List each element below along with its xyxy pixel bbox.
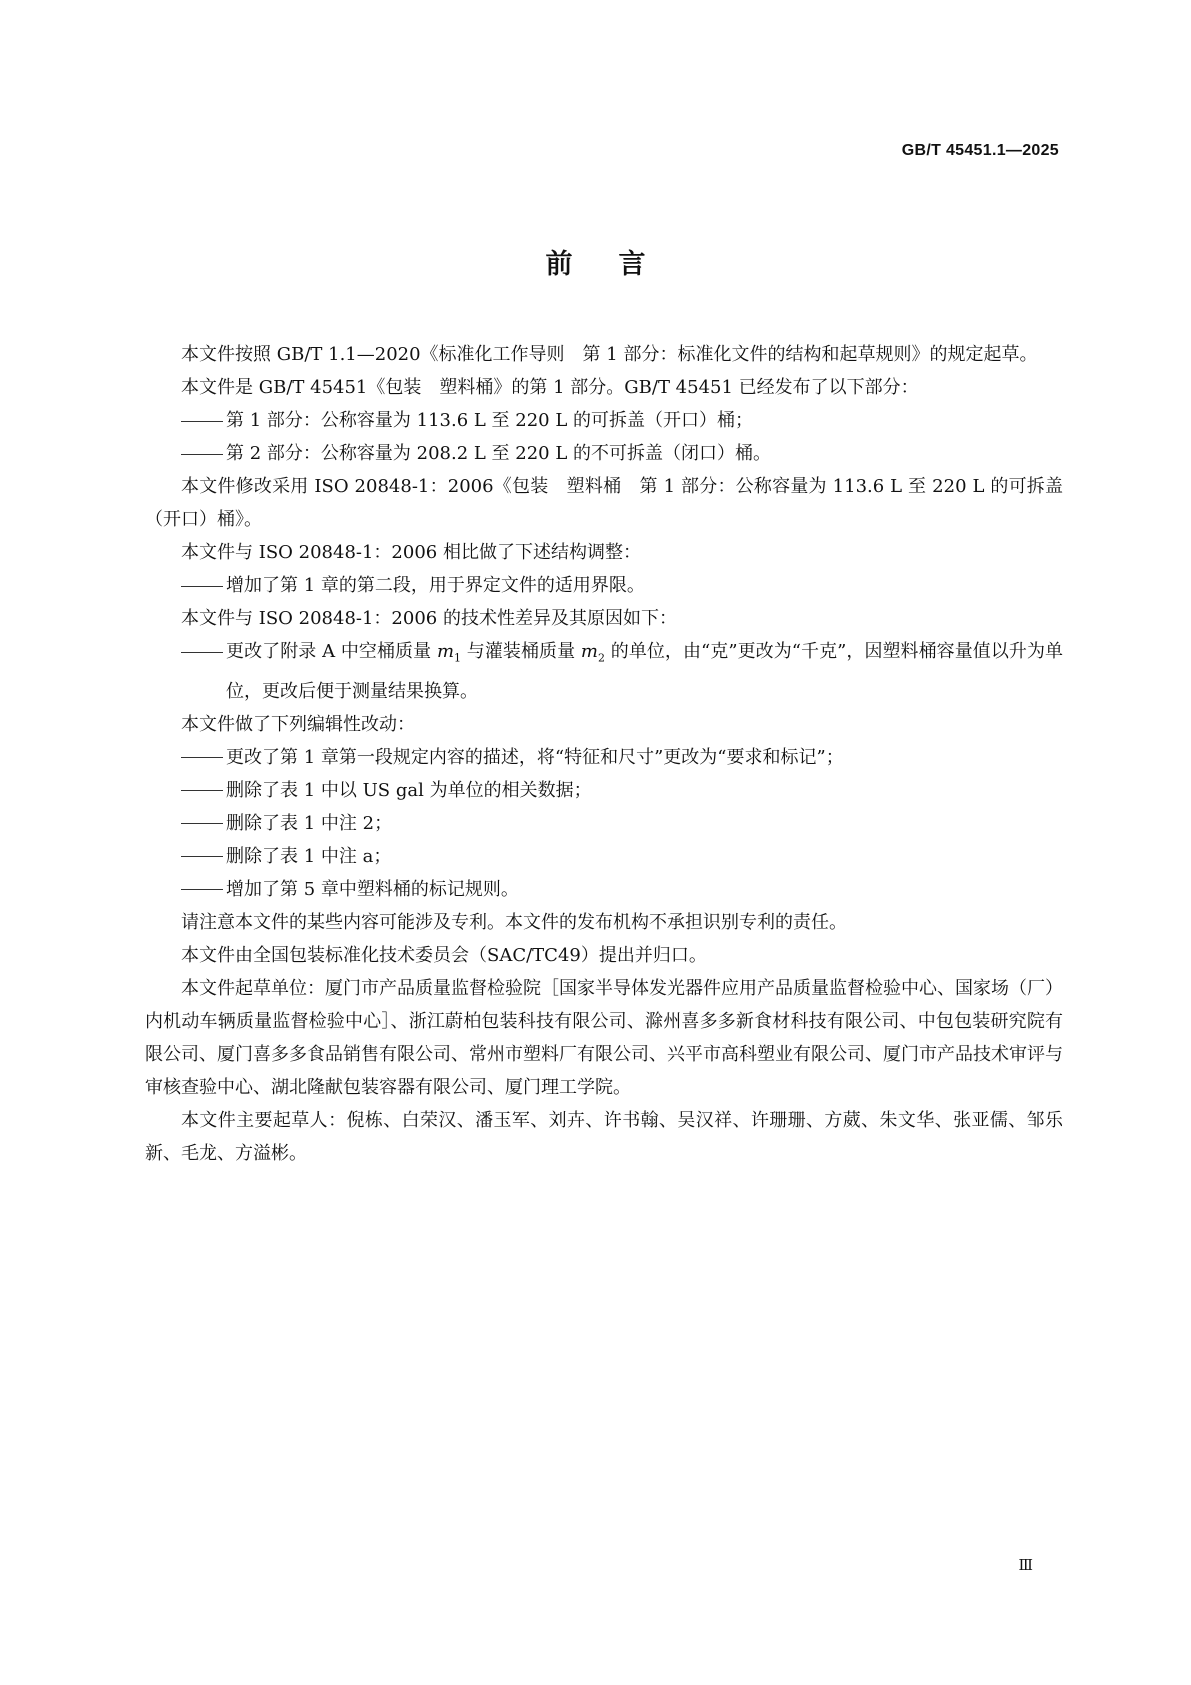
paragraph-technical-differences: 本文件与 ISO 20848-1：2006 的技术性差异及其原因如下：	[181, 608, 677, 629]
dash-marker	[181, 889, 223, 890]
list-item-text: 增加了第 1 章的第二段，用于界定文件的适用界限。	[226, 575, 645, 596]
list-item	[145, 774, 1063, 807]
list-item-text: 第 2 部分：公称容量为 208.2 L 至 220 L 的不可拆盖（闭口）桶。	[226, 443, 772, 464]
list-item	[145, 741, 1063, 774]
math-m2: $m_2$	[580, 641, 605, 665]
list-item-text: 更改了第 1 章第一段规定内容的描述，将“特征和尺寸”更改为“要求和标记”；	[226, 746, 844, 768]
paragraph-drafters: 本文件主要起草人：倪栋、白荣汉、潘玉军、刘卉、许书翰、吴汉祥、许珊珊、方葳、朱文华、张亚儒、邹乐新、毛龙、方溢彬。	[145, 1109, 1063, 1164]
list-item-text: 删除了表 1 中以 US gal 为单位的相关数据；	[226, 779, 592, 801]
list-item	[145, 873, 1063, 906]
paragraph-series-parts: 本文件是 GB/T 45451《包装 塑料桶》的第 1 部分。GB/T 45451 已经发布了以下部分：	[181, 377, 919, 398]
list-item-text: 删除了表 1 中注 2；	[226, 812, 393, 834]
dash-marker	[181, 856, 223, 857]
dash-marker	[181, 823, 223, 824]
list-item-text: 增加了第 5 章中塑料桶的标记规则。	[226, 878, 519, 900]
dash-marker	[181, 454, 223, 455]
list-item	[145, 569, 1063, 602]
paragraph-structural-changes: 本文件与 ISO 20848-1：2006 相比做了下述结构调整：	[181, 542, 641, 563]
math-m1: $m_1$	[436, 641, 462, 665]
foreword-body	[145, 338, 1063, 1170]
dash-marker	[181, 421, 223, 422]
dash-marker	[181, 586, 223, 587]
list-item	[145, 635, 1063, 708]
list-item-text: 删除了表 1 中注 a；	[226, 845, 392, 867]
list-item-text: 的单位，由“克”更改为“千克”，因塑料桶容量值以升为单位，更改后便于测量结果换算。	[226, 641, 1063, 702]
paragraph-proposer: 本文件由全国包装标准化技术委员会（SAC/TC49）提出并归口。	[181, 944, 707, 966]
list-item-text: 更改了附录 A 中空桶质量	[226, 641, 437, 662]
list-item	[145, 807, 1063, 840]
standard-code: GB/T 45451.1—2025	[901, 142, 1059, 159]
paragraph-editorial-changes: 本文件做了下列编辑性改动：	[181, 713, 415, 735]
dash-marker	[181, 790, 223, 791]
page-number: Ⅲ	[1018, 1556, 1033, 1574]
paragraph-patent-notice: 请注意本文件的某些内容可能涉及专利。本文件的发布机构不承担识别专利的责任。	[181, 911, 847, 933]
list-item	[145, 404, 1063, 437]
paragraph-drafting-units: 本文件起草单位：厦门市产品质量监督检验院［国家半导体发光器件应用产品质量监督检验中心、国家场（厂）内机动车辆质量监督检验中心］、浙江蔚柏包装科技有限公司、滁州喜多多新食材科技有限公司、中包包装研究院有限公司、厦门喜多多食品销售有限公司、常州市塑料厂有限公司、兴平市高科塑业有限公司、厦门市产品技术审评与审核查验中心、湖北隆献包装容器有限公司、厦门理工学院。	[145, 977, 1063, 1098]
paragraph-adoption: 本文件修改采用 ISO 20848-1：2006《包装 塑料桶 第 1 部分：公称容量为 113.6 L 至 220 L 的可拆盖（开口）桶》。	[145, 476, 1063, 530]
paragraph-drafting-rules: 本文件按照 GB/T 1.1—2020《标准化工作导则 第 1 部分：标准化文件的结构和起草规则》的规定起草。	[181, 344, 1038, 365]
dash-marker	[181, 652, 223, 653]
list-item-text: 第 1 部分：公称容量为 113.6 L 至 220 L 的可拆盖（开口）桶；	[226, 410, 754, 431]
list-item-text: 与灌装桶质量	[461, 641, 581, 662]
list-item	[145, 437, 1063, 470]
dash-marker	[181, 757, 223, 758]
list-item	[145, 840, 1063, 873]
page-title: 前言	[545, 249, 692, 280]
